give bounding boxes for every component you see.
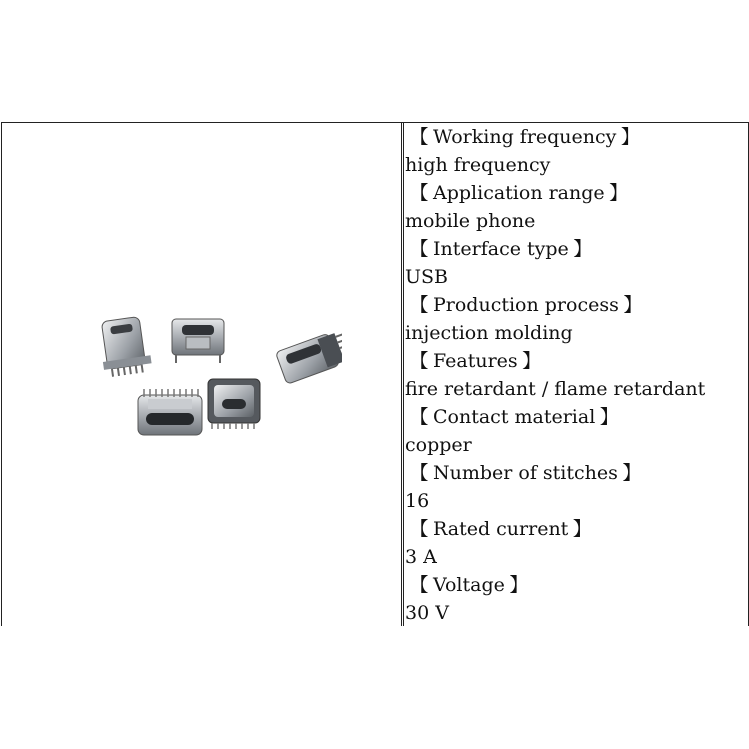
spec-label-row — [405, 235, 748, 263]
close-bracket: 】 — [573, 238, 593, 260]
spec-label: Application range — [433, 182, 605, 204]
close-bracket: 】 — [599, 406, 619, 428]
close-bracket: 】 — [623, 294, 643, 316]
spec-label-row — [405, 515, 748, 543]
usb-c-connectors-photo-icon — [82, 313, 342, 563]
spec-value: 16 — [405, 490, 430, 512]
spec-label-row — [405, 179, 748, 207]
spec-label-row — [405, 459, 748, 487]
spec-label-row — [405, 571, 748, 599]
open-bracket: 【 — [409, 294, 429, 316]
open-bracket: 【 — [409, 350, 429, 372]
spec-table — [1, 122, 749, 626]
spec-label: Contact material — [433, 406, 596, 428]
product-image-cell — [2, 123, 402, 626]
open-bracket: 【 — [409, 238, 429, 260]
spec-label: Number of stitches — [433, 462, 618, 484]
spec-value: fire retardant / flame retardant — [405, 378, 706, 400]
spec-label: Rated current — [433, 518, 569, 540]
close-bracket: 】 — [522, 350, 542, 372]
spec-label: Interface type — [433, 238, 569, 260]
spec-value: high frequency — [405, 154, 551, 176]
spec-label-row — [405, 403, 748, 431]
close-bracket: 】 — [620, 126, 640, 148]
spec-value: 3 A — [405, 546, 437, 568]
spec-list — [404, 123, 748, 626]
close-bracket: 】 — [609, 182, 629, 204]
open-bracket: 【 — [409, 574, 429, 596]
open-bracket: 【 — [409, 182, 429, 204]
open-bracket: 【 — [409, 126, 429, 148]
close-bracket: 】 — [622, 462, 642, 484]
spec-value: mobile phone — [405, 210, 536, 232]
spec-label: Production process — [433, 294, 619, 316]
spec-label: Voltage — [433, 574, 505, 596]
open-bracket: 【 — [409, 406, 429, 428]
spec-label-row — [405, 291, 748, 319]
spec-value: injection molding — [405, 322, 573, 344]
close-bracket: 】 — [509, 574, 529, 596]
close-bracket: 】 — [572, 518, 592, 540]
spec-value: USB — [405, 266, 448, 288]
spec-label-row — [405, 123, 748, 151]
spec-label-row — [405, 347, 748, 375]
spec-value: copper — [405, 434, 472, 456]
spec-label: Working frequency — [433, 126, 617, 148]
spec-label: Features — [433, 350, 518, 372]
open-bracket: 【 — [409, 518, 429, 540]
open-bracket: 【 — [409, 462, 429, 484]
spec-value: 30 V — [405, 602, 449, 624]
